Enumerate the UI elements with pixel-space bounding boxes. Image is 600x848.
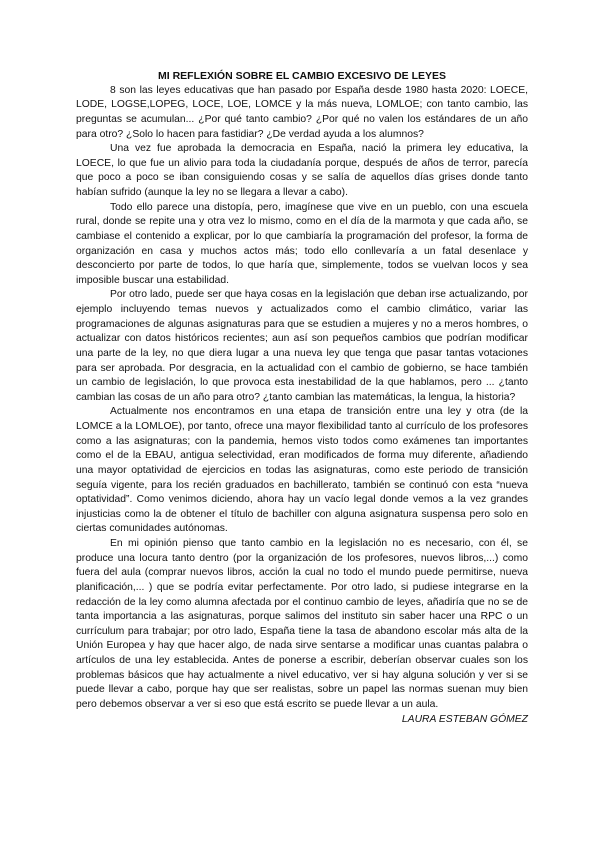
essay-title: MI REFLEXIÓN SOBRE EL CAMBIO EXCESIVO DE LEYES [157,70,447,82]
paragraph-1: 8 son las leyes educativas que han pasado por España desde 1980 hasta 2020: LOECE, LODE, LOGSE,LOPEG, LOCE, LOE, LOMCE y la más nueva, LOMLOE; con tanto cambio, las preguntas se acumulan... ¿Por qué tanto cambio? ¿Por qué no valen los estándares de un año para otro? ¿Solo lo hacen para fastidiar? ¿De verdad ayuda a los alumnos? [76,84,528,140]
paragraph-5: Actualmente nos encontramos en una etapa de transición entre una ley y otra (de la LOMCE a la LOMLOE), por tanto, ofrece una mayor flexibilidad tanto al currículo de los profesores como a las asignaturas; con la pandemia, hemos visto todos como exámenes tan importantes como el de la EBAU, antigua selectividad, eran modificados de forma muy diferente, añadiendo una mayor optatividad de ejercicios en todas las asignaturas, como este periodo de transición seguía vigente, para los recién graduados en bachillerato, también se continuó con esta “nueva optatividad”. Como venimos diciendo, ahora hay un vacío legal donde vemos a la vez grandes injusticias como la de obtener el título de bachiller con alguna asignatura suspensa pero solo en ciertas comunidades autónomas. [76,406,528,535]
paragraph-4: Por otro lado, puede ser que haya cosas en la legislación que deban irse actualizando, por ejemplo incluyendo temas nuevos y actualizados como el cambio climático, variar las programaciones de algunas asignaturas para que se estudien a mujeres y no a meros hombres, o actualizar con datos históricos recientes; aun así son pequeños cambios que podrían modificar una parte de la ley, no que diera lugar a una nueva ley que tenga que pasar tantas votaciones para ser aprobada. Por desgracia, en la actualidad con el cambio de gobierno, se hace también un cambio de legislación, lo que provoca esta inestabilidad de la que hablamos, pero ... ¿tanto cambian las cosas de un año para otro? ¿tanto cambian las matemáticas, la lengua, la historia? [76,289,528,403]
author-signature: LAURA ESTEBAN GÓMEZ [401,713,528,725]
paragraph-2: Una vez fue aprobada la democracia en España, nació la primera ley educativa, la LOECE, lo que fue un alivio para toda la ciudadanía porque, después de años de terror, parecía que poco a poco se iban consiguiendo cosas y se salía de aquellos días grises donde tanto habían sufrido (aunque la ley no se llegara a llevar a cabo). [76,143,528,198]
paragraph-6: En mi opinión pienso que tanto cambio en la legislación no es necesario, con él, se produce una locura tanto dentro (por la organización de los profesores, nuevos libros,...) como fuera del aula (comprar nuevos libros, acción la cual no todo el mundo puede permitirse, nueva planificación,... ) que se podría evitar perfectamente. Por otro lado, si pudiese integrarse en la redacción de la ley como alumna afectada por el continuo cambio de leyes, añadiría que no se de tanta importancia a las asignaturas, porque salimos del instituto sin saber hacer una RPC o un currículum para trabajar; por otro lado, España tiene la tasa de abandono escolar más alta de la Unión Europea y hay que hacer algo, de nada sirve sentarse a modificar unas cuantas palabra o artículos de una ley establecida. Antes de ponerse a escribir, deberían observar cuales son los problemas básicos que hay actualmente a nivel educativo, ver si hay alguna solución y ver si se puede llevar a cabo, porque hay que ser realistas, sobre un papel las normas suenan muy bien pero debemos observar a ver si eso que está escrito se puede llevar a un aula. [76,538,528,710]
paragraph-3: Todo ello parece una distopía, pero, imagínese que vive en un pueblo, con una escuela rural, donde se repite una y otra vez lo mismo, como en el día de la marmota y que cada año, se cambiase el contenido a explicar, por lo que cambiaría la programación del profesor, la forma de organización en casa y muchos actos más; todo ello conllevaría a un fatal desenlace y desconcierto por parte de todos, lo que haría que, simplemente, todos se vuelvan locos y sea imposible buscar una estabilidad. [76,201,528,286]
essay-page [76,69,528,727]
